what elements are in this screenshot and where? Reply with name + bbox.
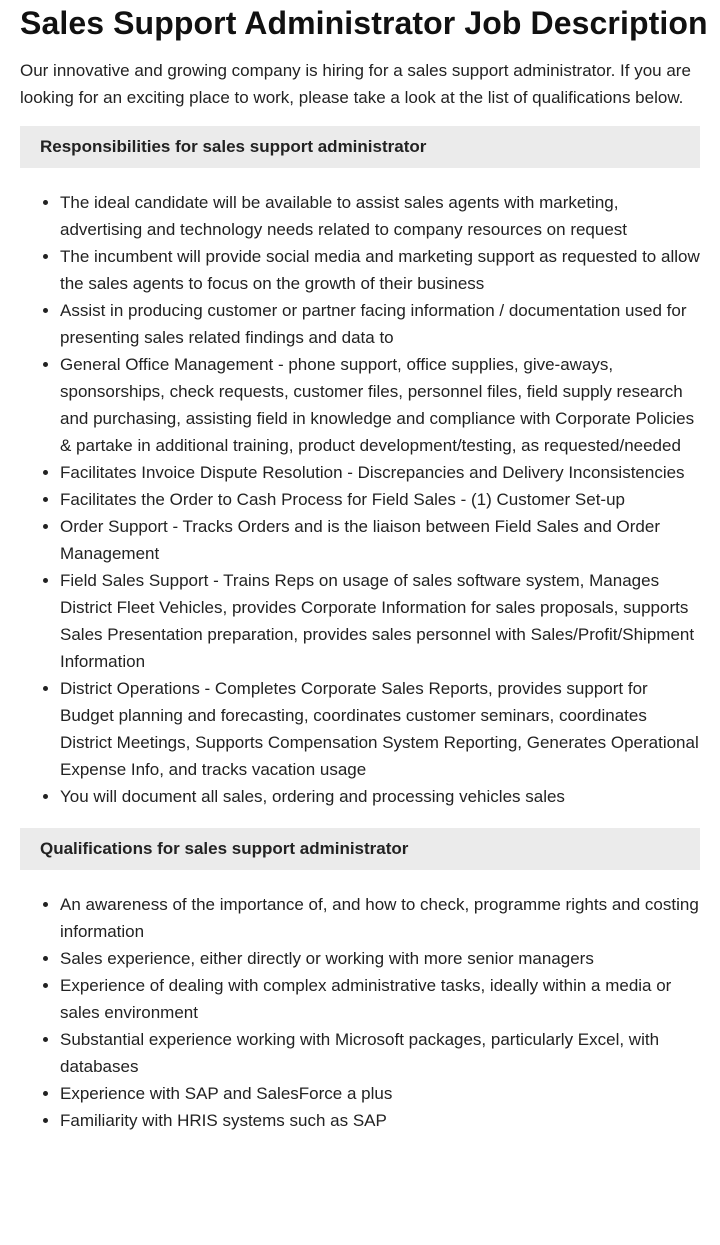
responsibilities-heading: Responsibilities for sales support administrator [20, 126, 700, 168]
list-item: • Experience of dealing with complex administrative tasks, ideally within a media or sales environment [60, 972, 700, 1026]
list-item: • The ideal candidate will be available to assist sales agents with marketing, advertising and technology needs related to company resources on request [60, 189, 700, 243]
list-item: • General Office Management - phone support, office supplies, give-aways, sponsorships, check requests, customer files, personnel files, field supply research and purchasing, assisting field in knowledge and compliance with Corporate Policies & partake in additional training, product development/testing, as requested/needed [60, 351, 700, 459]
responsibilities-list [20, 189, 700, 810]
qualifications-heading: Qualifications for sales support administrator [20, 828, 700, 870]
list-item: • Assist in producing customer or partner facing information / documentation used for presenting sales related findings and data to [60, 297, 700, 351]
list-item: • Experience with SAP and SalesForce a plus [60, 1080, 700, 1107]
intro-paragraph: Our innovative and growing company is hiring for a sales support administrator. If you are looking for an exciting place to work, please take a look at the list of qualifications below. [20, 61, 691, 107]
list-item: • Substantial experience working with Microsoft packages, particularly Excel, with databases [60, 1026, 700, 1080]
list-item: • Facilitates Invoice Dispute Resolution - Discrepancies and Delivery Inconsistencies [60, 459, 700, 486]
list-item: • Sales experience, either directly or working with more senior managers [60, 945, 700, 972]
list-item: • You will document all sales, ordering and processing vehicles sales [60, 783, 700, 810]
list-item: • Familiarity with HRIS systems such as SAP [60, 1107, 700, 1134]
list-item: • The incumbent will provide social media and marketing support as requested to allow the sales agents to focus on the growth of their business [60, 243, 700, 297]
list-item: • Facilitates the Order to Cash Process for Field Sales - (1) Customer Set-up [60, 486, 700, 513]
list-item: • Order Support - Tracks Orders and is the liaison between Field Sales and Order Management [60, 513, 700, 567]
list-item: • Field Sales Support - Trains Reps on usage of sales software system, Manages District Fleet Vehicles, provides Corporate Information for sales proposals, supports Sales Presentation preparation, provides sales personnel with Sales/Profit/Shipment Information [60, 567, 700, 675]
list-item: • An awareness of the importance of, and how to check, programme rights and costing information [60, 891, 700, 945]
qualifications-list [20, 891, 700, 1134]
list-item: • District Operations - Completes Corporate Sales Reports, provides support for Budget planning and forecasting, coordinates customer seminars, coordinates District Meetings, Supports Compensation System Reporting, Generates Operational Expense Info, and tracks vacation usage [60, 675, 700, 783]
page-title: Sales Support Administrator Job Description [20, 5, 708, 41]
